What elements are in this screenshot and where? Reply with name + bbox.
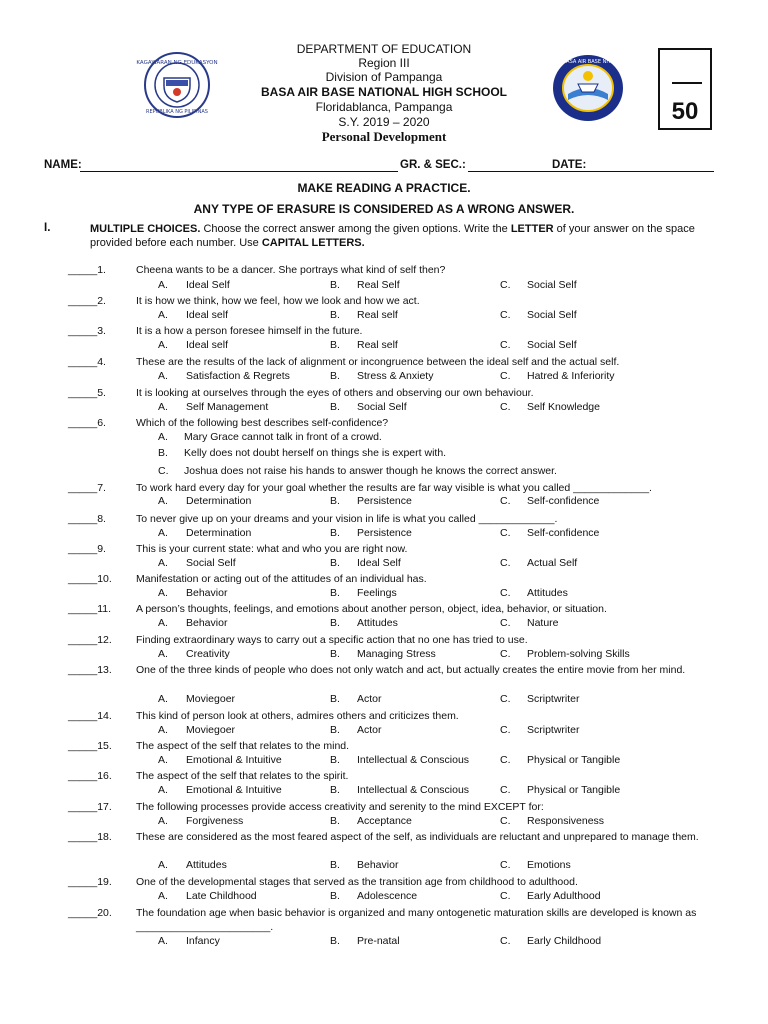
- option-text-b: Managing Stress: [357, 648, 436, 660]
- answer-blank[interactable]: _____20.: [68, 907, 112, 919]
- option-letter-a: A.: [158, 859, 168, 871]
- option-letter-c: C.: [500, 495, 511, 507]
- question-stem: The following processes provide access creativity and serenity to the mind EXCEPT for:: [136, 801, 544, 813]
- option-letter-c: C.: [500, 527, 511, 539]
- option-letter-b: B.: [158, 447, 168, 459]
- option-text-a: Ideal self: [186, 309, 229, 321]
- option-letter-a: A.: [158, 309, 168, 321]
- option-text-a: Ideal self: [186, 339, 229, 351]
- option-text-c: Responsiveness: [527, 815, 605, 827]
- notice-reading: MAKE READING A PRACTICE.: [297, 181, 471, 195]
- answer-blank[interactable]: _____12.: [68, 634, 112, 646]
- option-text-c: Nature: [527, 617, 559, 629]
- option-text-c: Attitudes: [527, 587, 568, 599]
- option-letter-a: A.: [158, 527, 168, 539]
- option-text-b: Actor: [357, 693, 382, 705]
- option-text-b: Feelings: [357, 587, 397, 599]
- region-line: Region III: [358, 56, 410, 70]
- option-text-c: Early Childhood: [527, 935, 602, 947]
- option-letter-c: C.: [500, 279, 511, 291]
- option-text-c: Physical or Tangible: [527, 754, 621, 766]
- question-stem: It is how we think, how we feel, how we look and how we act.: [136, 295, 420, 307]
- option-letter-c: C.: [500, 859, 511, 871]
- option-text-c: Self Knowledge: [527, 401, 600, 413]
- option-text-b: Real self: [357, 309, 398, 321]
- option-text-b: Intellectual & Conscious: [357, 754, 470, 766]
- option-text-a: Forgiveness: [186, 815, 244, 827]
- option-text-a: Satisfaction & Regrets: [186, 370, 290, 382]
- division-line: Division of Pampanga: [325, 70, 443, 84]
- answer-blank[interactable]: _____11.: [68, 603, 112, 615]
- instructions-letter: LETTER: [510, 223, 554, 235]
- option-text-a: Moviegoer: [186, 693, 236, 705]
- option-letter-a: A.: [158, 890, 168, 902]
- option-text-c: Early Adulthood: [527, 890, 601, 902]
- grade-section-field[interactable]: [468, 171, 592, 172]
- option-letter-a: A.: [158, 339, 168, 351]
- question-stem: One of the developmental stages that served as the transition age from childhood to adulthood.: [136, 876, 578, 888]
- score-box: [658, 48, 712, 130]
- option-text-c: Scriptwriter: [527, 693, 580, 705]
- option-letter-c: C.: [500, 693, 511, 705]
- option-letter-c: C.: [158, 465, 169, 477]
- instructions-part-1: Choose the correct answer among the given options. Write the: [200, 223, 511, 235]
- option-letter-c: C.: [500, 890, 511, 902]
- option-letter-c: C.: [500, 401, 511, 413]
- answer-blank[interactable]: _____4.: [68, 356, 106, 368]
- option-text-c: Physical or Tangible: [527, 784, 621, 796]
- score-blank-line[interactable]: [672, 82, 702, 84]
- option-text-a: Creativity: [186, 648, 230, 660]
- option-text-c: Problem-solving Skills: [527, 648, 630, 660]
- question-stem: One of the three kinds of people who does not only watch and act, but actually creates the entire movie from her mind.: [136, 664, 686, 676]
- date-field[interactable]: [588, 171, 714, 172]
- question-stem: Cheena wants to be a dancer. She portrays what kind of self then?: [136, 264, 446, 276]
- score-total: 50: [671, 98, 699, 125]
- question-stem: These are considered as the most feared aspect of the self, as individuals are reluctant and unprepared to manage them.: [136, 831, 699, 843]
- option-text-c: Actual Self: [527, 557, 578, 569]
- section-instructions: [90, 222, 720, 250]
- option-letter-c: C.: [500, 587, 511, 599]
- answer-blank[interactable]: _____15.: [68, 740, 112, 752]
- question-stem: To never give up on your dreams and your vision in life is what you called _____________.: [136, 513, 558, 525]
- section-number: I.: [44, 222, 51, 234]
- svg-text:BASA AIR BASE NHS: BASA AIR BASE NHS: [562, 59, 614, 65]
- option-letter-b: B.: [330, 339, 340, 351]
- notice-erasure: ANY TYPE OF ERASURE IS CONSIDERED AS A WRONG ANSWER.: [193, 202, 575, 216]
- option-letter-c: C.: [500, 935, 511, 947]
- answer-blank[interactable]: _____1.: [68, 264, 106, 276]
- name-field[interactable]: [80, 171, 398, 172]
- option-letter-a: A.: [158, 495, 168, 507]
- option-letter-c: C.: [500, 648, 511, 660]
- option-letter-a: A.: [158, 754, 168, 766]
- option-text-b: Stress & Anxiety: [357, 370, 434, 382]
- dept-title: DEPARTMENT OF EDUCATION: [296, 42, 472, 56]
- option-text-a: Late Childhood: [186, 890, 257, 902]
- svg-text:REPUBLIKA NG PILIPINAS: REPUBLIKA NG PILIPINAS: [146, 109, 208, 115]
- answer-blank[interactable]: _____10.: [68, 573, 112, 585]
- answer-blank[interactable]: _____16.: [68, 770, 112, 782]
- question-stem: This kind of person look at others, admires others and criticizes them.: [136, 710, 459, 722]
- question-stem: To work hard every day for your goal whether the results are far way visible is what you called _____________.: [136, 482, 652, 494]
- school-year: S.Y. 2019 – 2020: [338, 115, 430, 129]
- option-letter-b: B.: [330, 859, 340, 871]
- option-letter-b: B.: [330, 815, 340, 827]
- option-text-a: Determination: [186, 527, 252, 539]
- option-letter-a: A.: [158, 431, 168, 443]
- option-letter-c: C.: [500, 784, 511, 796]
- answer-blank[interactable]: _____18.: [68, 831, 112, 843]
- option-text-c: Social Self: [527, 309, 577, 321]
- option-letter-c: C.: [500, 815, 511, 827]
- option-text-b: Real self: [357, 339, 398, 351]
- option-text-a: Moviegoer: [186, 724, 236, 736]
- option-letter-b: B.: [330, 784, 340, 796]
- answer-blank[interactable]: _____7.: [68, 482, 106, 494]
- option-letter-c: C.: [500, 617, 511, 629]
- option-text-b: Real Self: [357, 279, 400, 291]
- question-stem: This is your current state: what and who you are right now.: [136, 543, 408, 555]
- option-letter-c: C.: [500, 309, 511, 321]
- option-text-b: Actor: [357, 724, 382, 736]
- option-letter-b: B.: [330, 495, 340, 507]
- option-text-b: Adolescence: [357, 890, 418, 902]
- option-letter-c: C.: [500, 370, 511, 382]
- option-letter-b: B.: [330, 557, 340, 569]
- option-text-c: Hatred & Inferiority: [527, 370, 615, 382]
- svg-text:KAGAWARAN NG EDUKASYON: KAGAWARAN NG EDUKASYON: [136, 60, 218, 66]
- option-letter-b: B.: [330, 370, 340, 382]
- option-text-c: Scriptwriter: [527, 724, 580, 736]
- name-label: NAME:: [44, 159, 82, 171]
- option-text-a: Self Management: [186, 401, 269, 413]
- option-text-a: Emotional & Intuitive: [186, 784, 282, 796]
- option-letter-a: A.: [158, 401, 168, 413]
- instructions-capital: CAPITAL LETTERS.: [261, 237, 365, 249]
- option-text-b: Persistence: [357, 495, 412, 507]
- option-text-c: Self-confidence: [527, 495, 600, 507]
- school-location: Floridablanca, Pampanga: [315, 100, 453, 114]
- option-letter-a: A.: [158, 617, 168, 629]
- option-letter-b: B.: [330, 309, 340, 321]
- option-text-b: Attitudes: [357, 617, 398, 629]
- option-letter-a: A.: [158, 557, 168, 569]
- answer-blank[interactable]: _____14.: [68, 710, 112, 722]
- option-text-b: Intellectual & Conscious: [357, 784, 470, 796]
- answer-blank[interactable]: _____5.: [68, 387, 106, 399]
- option-letter-a: A.: [158, 784, 168, 796]
- option-letter-c: C.: [500, 754, 511, 766]
- question-stem: It is a how a person foresee himself in the future.: [136, 325, 363, 337]
- student-info-row: [44, 159, 716, 175]
- question-stem: The foundation age when basic behavior is organized and many ontogenetic maturation skills are developed is known as _______________________.: [136, 907, 697, 933]
- answer-blank[interactable]: _____8.: [68, 513, 106, 525]
- option-text-c: Social Self: [527, 339, 577, 351]
- instructions-part-2: of your answer on the space provided before each number. Use: [90, 223, 695, 249]
- option-letter-a: A.: [158, 693, 168, 705]
- option-text-a: Determination: [186, 495, 252, 507]
- option-letter-a: A.: [158, 724, 168, 736]
- subject-title: Personal Development: [321, 129, 447, 144]
- option-text-b: Persistence: [357, 527, 412, 539]
- option-letter-a: A.: [158, 935, 168, 947]
- question-stem: A person’s thoughts, feelings, and emotions about another person, object, idea, behavior, or situation.: [136, 603, 607, 615]
- option-letter-a: A.: [158, 648, 168, 660]
- option-text-b: Pre-natal: [357, 935, 400, 947]
- option-letter-b: B.: [330, 587, 340, 599]
- option-text-c: Self-confidence: [527, 527, 600, 539]
- option-letter-a: A.: [158, 587, 168, 599]
- date-label: DATE:: [552, 159, 587, 171]
- option-letter-b: B.: [330, 401, 340, 413]
- option-letter-a: A.: [158, 279, 168, 291]
- option-letter-a: A.: [158, 370, 168, 382]
- option-text-b: Behavior: [357, 859, 399, 871]
- question-stem: It is looking at ourselves through the eyes of others and observing our own behaviour.: [136, 387, 534, 399]
- grade-section-label: GR. & SEC.:: [400, 159, 466, 171]
- option-letter-c: C.: [500, 724, 511, 736]
- option-text-c: Emotions: [527, 859, 571, 871]
- option-letter-b: B.: [330, 935, 340, 947]
- answer-blank[interactable]: _____9.: [68, 543, 106, 555]
- option-letter-b: B.: [330, 648, 340, 660]
- option-text-b: Acceptance: [357, 815, 412, 827]
- option-text-a: Social Self: [186, 557, 236, 569]
- question-stem: The aspect of the self that relates to the mind.: [136, 740, 350, 752]
- option-text-a: Attitudes: [186, 859, 227, 871]
- option-letter-b: B.: [330, 724, 340, 736]
- option-letter-c: C.: [500, 339, 511, 351]
- question-stem: Finding extraordinary ways to carry out a specific action that no one has tried to use.: [136, 634, 528, 646]
- question-stem: These are the results of the lack of alignment or incongruence between the ideal self and the actual self.: [136, 356, 620, 368]
- option-text-c: Social Self: [527, 279, 577, 291]
- option-text-a: Behavior: [186, 587, 228, 599]
- school-seal-logo: [552, 54, 624, 122]
- option-text-c: Joshua does not raise his hands to answer though he knows the correct answer.: [184, 465, 557, 477]
- option-text-a: Mary Grace cannot talk in front of a crowd.: [184, 431, 382, 443]
- answer-blank[interactable]: _____3.: [68, 325, 106, 337]
- option-letter-c: C.: [500, 557, 511, 569]
- deped-seal-logo: [136, 52, 218, 118]
- answer-blank[interactable]: _____2.: [68, 295, 106, 307]
- option-letter-b: B.: [330, 617, 340, 629]
- option-text-b: Ideal Self: [357, 557, 401, 569]
- option-letter-b: B.: [330, 279, 340, 291]
- answer-blank[interactable]: _____6.: [68, 417, 106, 429]
- option-text-b: Social Self: [357, 401, 407, 413]
- answer-blank[interactable]: _____19.: [68, 876, 112, 888]
- option-letter-b: B.: [330, 754, 340, 766]
- section-title: MULTIPLE CHOICES.: [90, 223, 201, 235]
- question-stem: The aspect of the self that relates to the spirit.: [136, 770, 349, 782]
- option-text-a: Infancy: [186, 935, 220, 947]
- option-letter-b: B.: [330, 693, 340, 705]
- option-letter-b: B.: [330, 890, 340, 902]
- option-text-a: Emotional & Intuitive: [186, 754, 282, 766]
- question-stem: Which of the following best describes self-confidence?: [136, 417, 389, 429]
- answer-blank[interactable]: _____17.: [68, 801, 112, 813]
- option-text-a: Behavior: [186, 617, 228, 629]
- option-text-b: Kelly does not doubt herself on things she is expert with.: [184, 447, 447, 459]
- option-text-a: Ideal Self: [186, 279, 230, 291]
- answer-blank[interactable]: _____13.: [68, 664, 112, 676]
- option-letter-a: A.: [158, 815, 168, 827]
- option-letter-b: B.: [330, 527, 340, 539]
- school-name: BASA AIR BASE NATIONAL HIGH SCHOOL: [260, 85, 507, 99]
- question-stem: Manifestation or acting out of the attitudes of an individual has.: [136, 573, 427, 585]
